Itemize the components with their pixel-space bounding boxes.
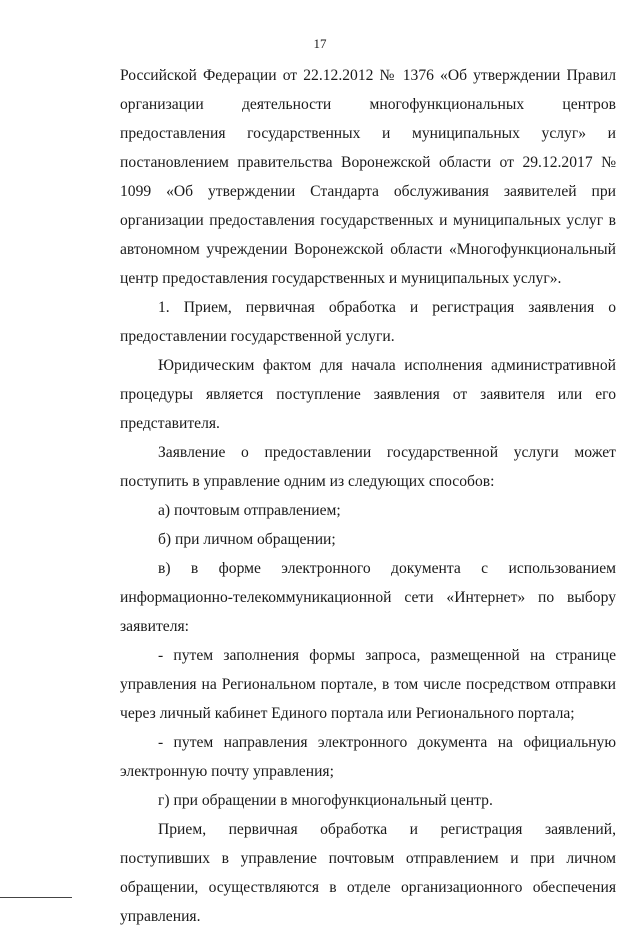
list-item-way-b: б) при личном обращении;	[158, 531, 336, 548]
paragraph-intro: Российской Федерации от 22.12.2012 № 1376 «Об утверждении Правил организации деятельности многофункциональных центров предоставления государственных и муниципальных услуг» и постановлением правительства Воронежской области от 29.12.2017 № 1099 «Об утверждении Стандарта обслуживания заявителей при организации предоставления государственных и муниципальных услуг в автономном учреждении Воронежской области «Многофункциональный центр предоставления государственных и муниципальных услуг».	[120, 67, 616, 287]
footer-divider	[0, 897, 72, 898]
list-item-way-g: г) при обращении в многофункциональный центр.	[158, 792, 493, 809]
list-item-way-c-email: - путем направления электронного документа на официальную электронную почту управления;	[120, 734, 616, 780]
paragraph-processing: Прием, первичная обработка и регистрация заявлений, поступивших в управление почтовым отправлением и при личном обращении, осуществляются в отделе организационного обеспечения управления.	[120, 821, 616, 925]
paragraph-legal-fact: Юридическим фактом для начала исполнения административной процедуры является поступление заявления от заявителя или его представителя.	[120, 357, 616, 432]
list-item-way-c: в) в форме электронного документа с использованием информационно-телекоммуникационной сети «Интернет» по выбору заявителя:	[120, 560, 616, 635]
page-number: 17	[313, 36, 327, 51]
list-item-way-a: а) почтовым отправлением;	[158, 502, 341, 519]
list-item-way-c-portal: - путем заполнения формы запроса, размещенной на странице управления на Региональном портале, в том числе посредством отправки через личный кабинет Единого портала или Регионального портала;	[120, 647, 616, 722]
document-body	[120, 61, 616, 931]
paragraph-ways-intro: Заявление о предоставлении государственной услуги может поступить в управление одним из следующих способов:	[120, 444, 616, 490]
paragraph-section-1: 1. Прием, первичная обработка и регистрация заявления о предоставлении государственной услуги.	[120, 299, 616, 345]
